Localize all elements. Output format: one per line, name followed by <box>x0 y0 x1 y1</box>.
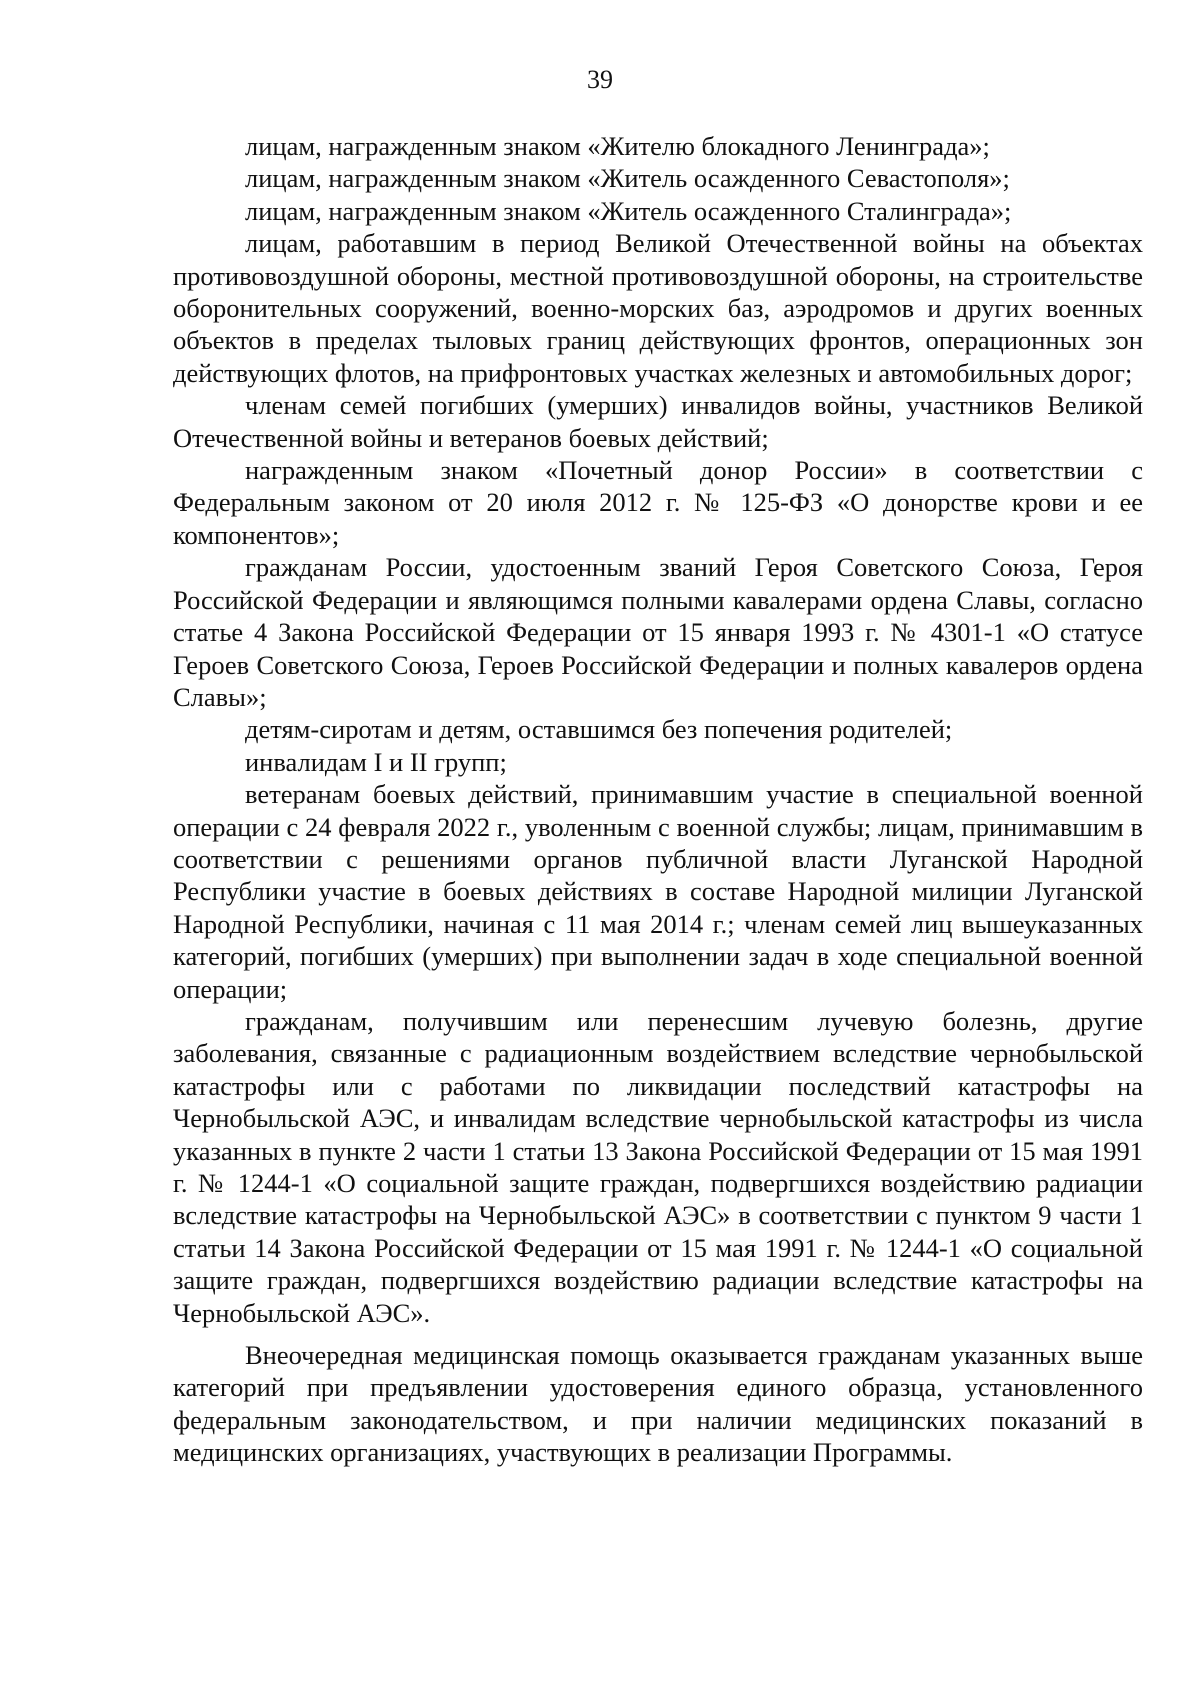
paragraph-heroes: гражданам России, удостоенным званий Героя Советского Союза, Героя Российской Федерации и являющимся полными кавалерами ордена Славы, согласно статье 4 Закона Российской Федерации от 15 января 1993 г. № 4301-1 «О статусе Героев Советского Союза, Героев Российской Федерации и полных кавалеров ордена Славы»; <box>173 552 1143 712</box>
paragraph-sevastopol-badge: лицам, награжденным знаком «Житель осажденного Севастополя»; <box>245 163 1010 194</box>
document-body <box>173 130 1143 1469</box>
paragraph-combat-veterans: ветеранам боевых действий, принимавшим участие в специальной военной операции с 24 февраля 2022 г., уволенным с военной службы; лицам, принимавшим в соответствии с решениями органов публичной власти Луганской Народной Республики участие в боевых действиях в составе Народной милиции Луганской Народной Республики, начиная с 11 мая 2014 г.; членам семей лиц вышеуказанных категорий, погибших (умерших) при выполнении задач в ходе специальной военной операции; <box>173 779 1143 1004</box>
paragraph-stalingrad-badge: лицам, награжденным знаком «Житель осажденного Сталинграда»; <box>245 195 1012 226</box>
paragraph-chernobyl: гражданам, получившим или перенесшим лучевую болезнь, другие заболевания, связанные с радиационным воздействием вследствие чернобыльской катастрофы или с работами по ликвидации последствий катастрофы на Чернобыльской АЭС, и инвалидам вследствие чернобыльской катастрофы из числа указанных в пункте 2 части 1 статьи 13 Закона Российской Федерации от 15 мая 1991 г. № 1244-1 «О социальной защите граждан, подвергшихся воздействию радиации вследствие катастрофы на Чернобыльской АЭС» в соответствии с пунктом 9 части 1 статьи 14 Закона Российской Федерации от 15 мая 1991 г. № 1244-1 «О социальной защите граждан, подвергшихся воздействию радиации вследствие катастрофы на Чернобыльской АЭС». <box>173 1005 1143 1328</box>
paragraph-orphans: детям-сиротам и детям, оставшимся без попечения родителей; <box>245 714 953 745</box>
paragraph-family-members: членам семей погибших (умерших) инвалидов войны, участников Великой Отечественной войны и ветеранов боевых действий; <box>173 390 1143 453</box>
paragraph-priority-care: Внеочередная медицинская помощь оказывается гражданам указанных выше категорий при предъявлении удостоверения единого образца, установленного федеральным законодательством, и при наличии медицинских показаний в медицинских организациях, участвующих в реализации Программы. <box>173 1340 1143 1468</box>
page-number: 39 <box>587 65 613 94</box>
paragraph-disabled: инвалидам I и II групп; <box>245 746 507 777</box>
paragraph-home-front-workers: лицам, работавшим в период Великой Отечественной войны на объектах противовоздушной обороны, местной противовоздушной обороны, на строительстве оборонительных сооружений, военно-морских баз, аэродромов и других военных объектов в пределах тыловых границ действующих фронтов, операционных зон действующих флотов, на прифронтовых участках железных и автомобильных дорог; <box>173 228 1143 388</box>
paragraph-honorary-donor: награжденным знаком «Почетный донор России» в соответствии с Федеральным законом от 20 июля 2012 г. № 125-ФЗ «О донорстве крови и ее компонентов»; <box>173 455 1143 550</box>
paragraph-leningrad-badge: лицам, награжденным знаком «Жителю блокадного Ленинграда»; <box>245 131 990 161</box>
